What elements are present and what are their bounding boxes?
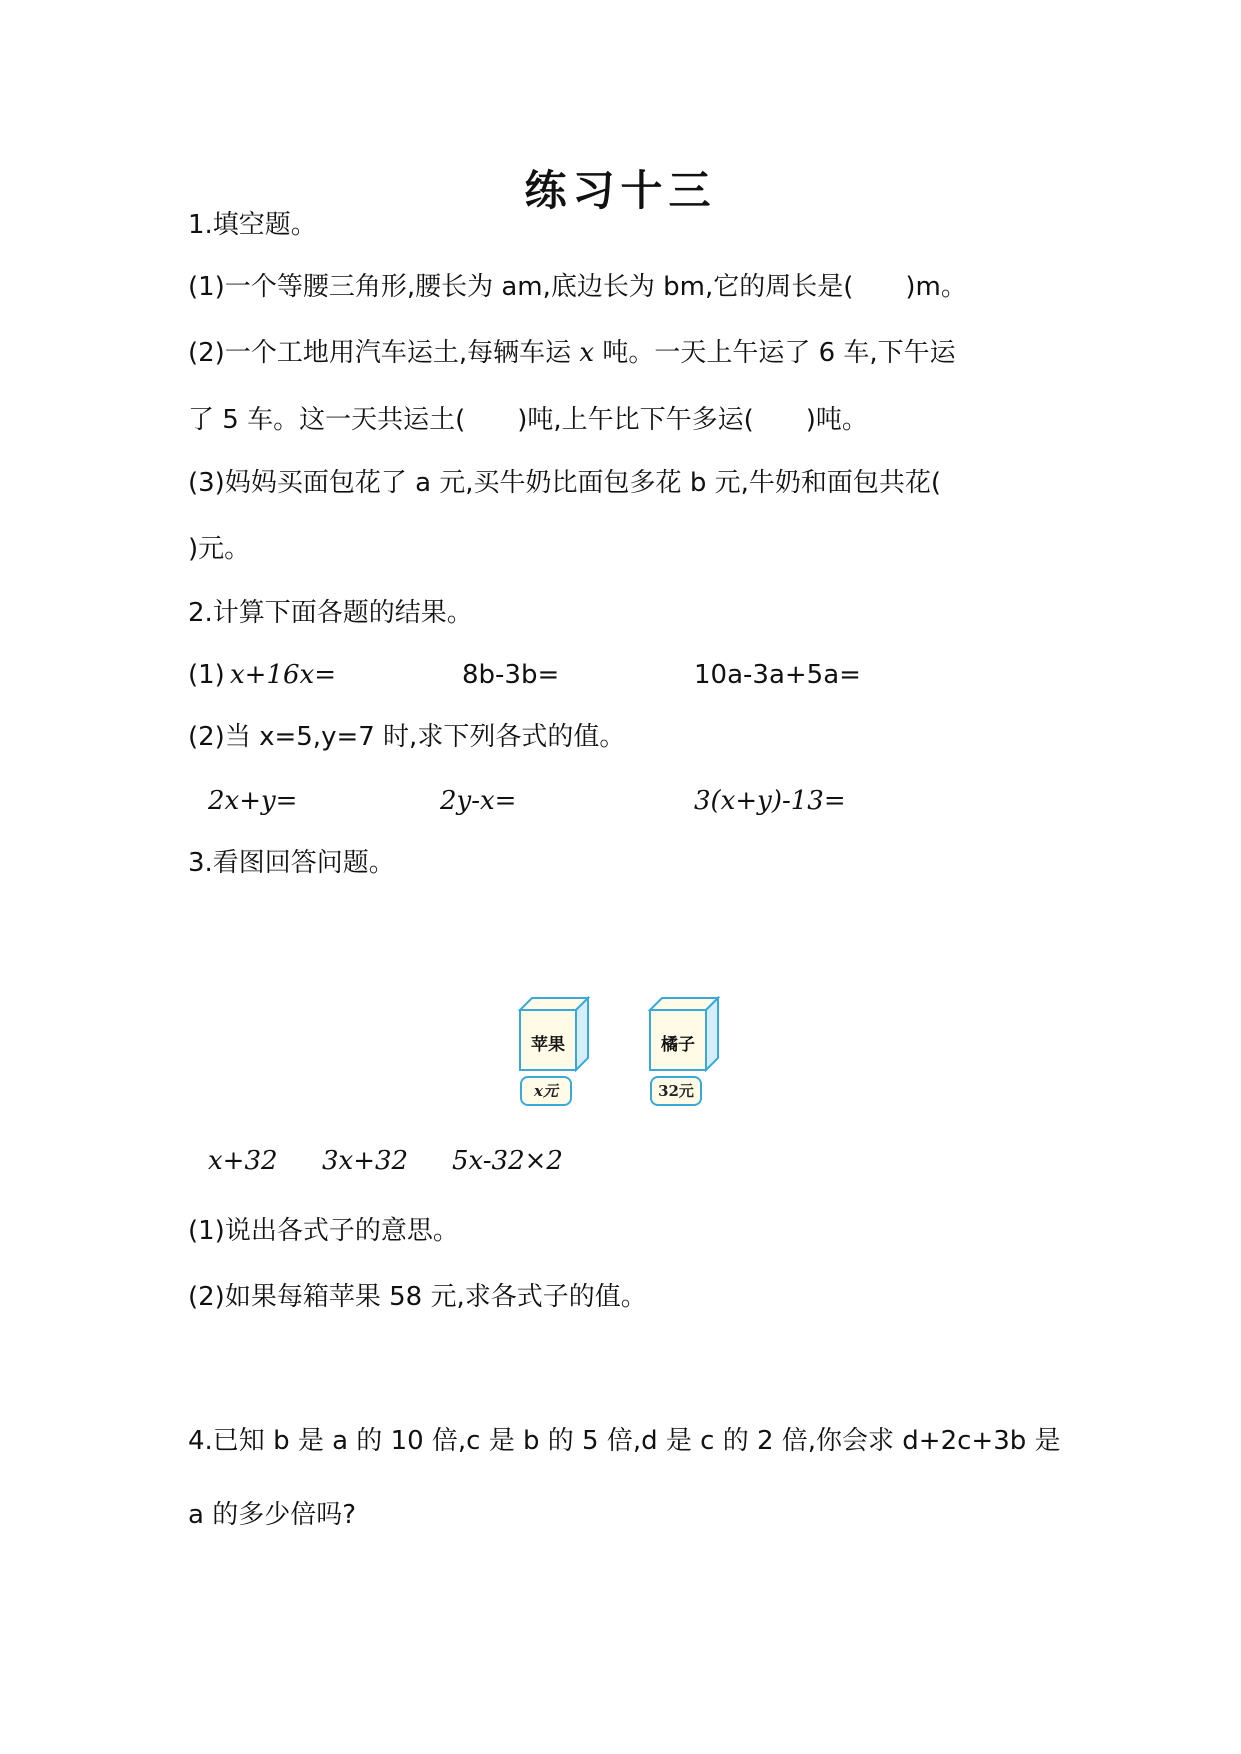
q4-line1: 4.已知 b 是 a 的 10 倍,c 是 b 的 5 倍,d 是 c 的 2 倍,你会求 d+2c+3b 是 (188, 1426, 1061, 1456)
q1-heading: 1.填空题。 (188, 210, 317, 240)
q1-part1: (1)一个等腰三角形,腰长为 am,底边长为 bm,它的周长是( )m。 (188, 272, 967, 302)
q3-expr1: x+32 (208, 1146, 278, 1176)
q1-part2-line2: 了 5 车。这一天共运土( )吨,上午比下午多运( )吨。 (188, 405, 868, 435)
q3-heading: 3.看图回答问题。 (188, 848, 395, 878)
q1-part3-line2: )元。 (188, 534, 251, 564)
apple-box-label: 苹果 (531, 1035, 565, 1055)
q2-row1-expr2: 8b-3b= (462, 660, 560, 690)
q1-part2-text-b: 吨。一天上午运了 6 车,下午运 (602, 338, 956, 368)
q2-row2-text: (2)当 x=5,y=7 时,求下列各式的值。 (188, 722, 626, 752)
q2-row1-label: (1) (188, 660, 225, 690)
apple-price-tag: x元 (520, 1076, 572, 1106)
q2-row3-expr1: 2x+y= (208, 786, 298, 816)
q2-row1-expr3: 10a-3a+5a= (694, 660, 861, 690)
q2-row3-expr2: 2y-x= (440, 786, 517, 816)
q1-part2-variable: x (579, 338, 595, 368)
orange-price-tag: 32元 (650, 1076, 702, 1106)
q3-expr3: 5x-32×2 (452, 1146, 563, 1176)
q3-sub2: (2)如果每箱苹果 58 元,求各式子的值。 (188, 1282, 647, 1312)
page-title: 练习十三 (524, 166, 717, 215)
q3-sub1: (1)说出各式子的意思。 (188, 1216, 459, 1246)
q1-part3-line1: (3)妈妈买面包花了 a 元,买牛奶比面包多花 b 元,牛奶和面包共花( (188, 468, 941, 498)
q3-expr2: 3x+32 (322, 1146, 409, 1176)
q2-heading: 2.计算下面各题的结果。 (188, 598, 473, 628)
orange-box-label: 橘子 (661, 1035, 695, 1055)
q4-line2: a 的多少倍吗? (188, 1500, 356, 1530)
q2-row1-expr1: x+16x= (230, 660, 336, 690)
q1-part2-line1 (188, 336, 956, 370)
q2-row3-expr3: 3(x+y)-13= (694, 786, 846, 816)
q1-part2-text-a: (2)一个工地用汽车运土,每辆车运 (188, 338, 572, 368)
